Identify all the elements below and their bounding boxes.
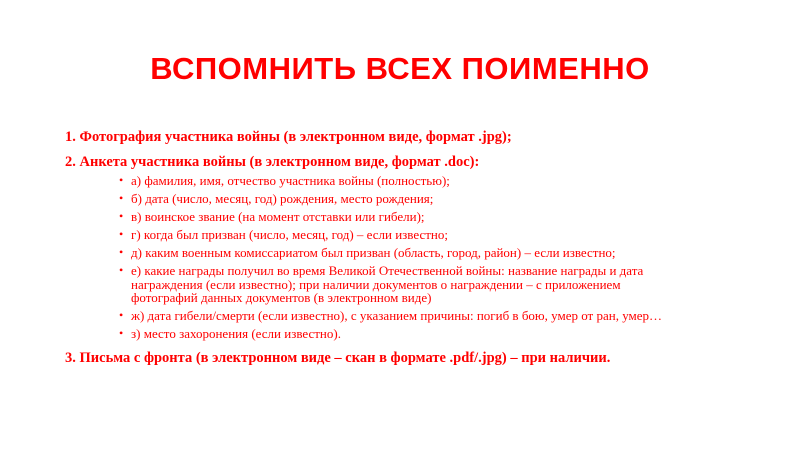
bullet-icon: •	[119, 308, 124, 322]
sublist-item	[119, 309, 689, 323]
sublist-item-text: з) место захоронения (если известно).	[131, 326, 341, 341]
sublist-item-text: г) когда был призван (число, месяц, год) – если известно;	[131, 227, 448, 242]
bullet-icon: •	[119, 173, 124, 187]
bullet-icon: •	[119, 245, 124, 259]
sublist-item	[119, 228, 689, 242]
bullet-icon: •	[119, 326, 124, 340]
sublist-item-text: а) фамилия, имя, отчество участника войны (полностью);	[131, 173, 450, 188]
sublist-item	[119, 192, 689, 206]
bullet-icon: •	[119, 191, 124, 205]
list-item-letters: 3. Письма с фронта (в электронном виде – скан в формате .pdf/.jpg) – при наличии.	[65, 349, 611, 366]
sublist-item	[119, 210, 689, 224]
bullet-icon: •	[119, 227, 124, 241]
list-item-questionnaire: 2. Анкета участника войны (в электронном виде, формат .doc):	[65, 154, 480, 170]
sublist-item-text: д) каким военным комиссариатом был призван (область, город, район) – если известно;	[131, 245, 616, 260]
sublist-item	[119, 174, 689, 188]
list-item-photo: 1. Фотография участника войны (в электронном виде, формат .jpg);	[65, 129, 512, 145]
bullet-icon: •	[119, 209, 124, 223]
sublist-item-text: в) воинское звание (на момент отставки или гибели);	[131, 209, 425, 224]
slide-content	[65, 127, 755, 370]
sublist-item	[119, 246, 689, 260]
bullet-icon: •	[119, 263, 124, 277]
sublist-item	[119, 264, 689, 305]
slide-title: ВСПОМНИТЬ ВСЕХ ПОИМЕННО	[150, 51, 650, 86]
sublist-item-text: б) дата (число, месяц, год) рождения, место рождения;	[131, 191, 434, 206]
questionnaire-sublist	[65, 174, 755, 341]
sublist-item-text: е) какие награды получил во время Великой Отечественной войны: название награды и дата награждения (если известно); при наличии документов о награждении – с приложением фотографий данных документов (в электронном виде)	[131, 263, 644, 305]
sublist-item	[119, 327, 689, 341]
sublist-item-text: ж) дата гибели/смерти (если известно), с указанием причины: погиб в бою, умер от ран, умер…	[131, 308, 663, 323]
